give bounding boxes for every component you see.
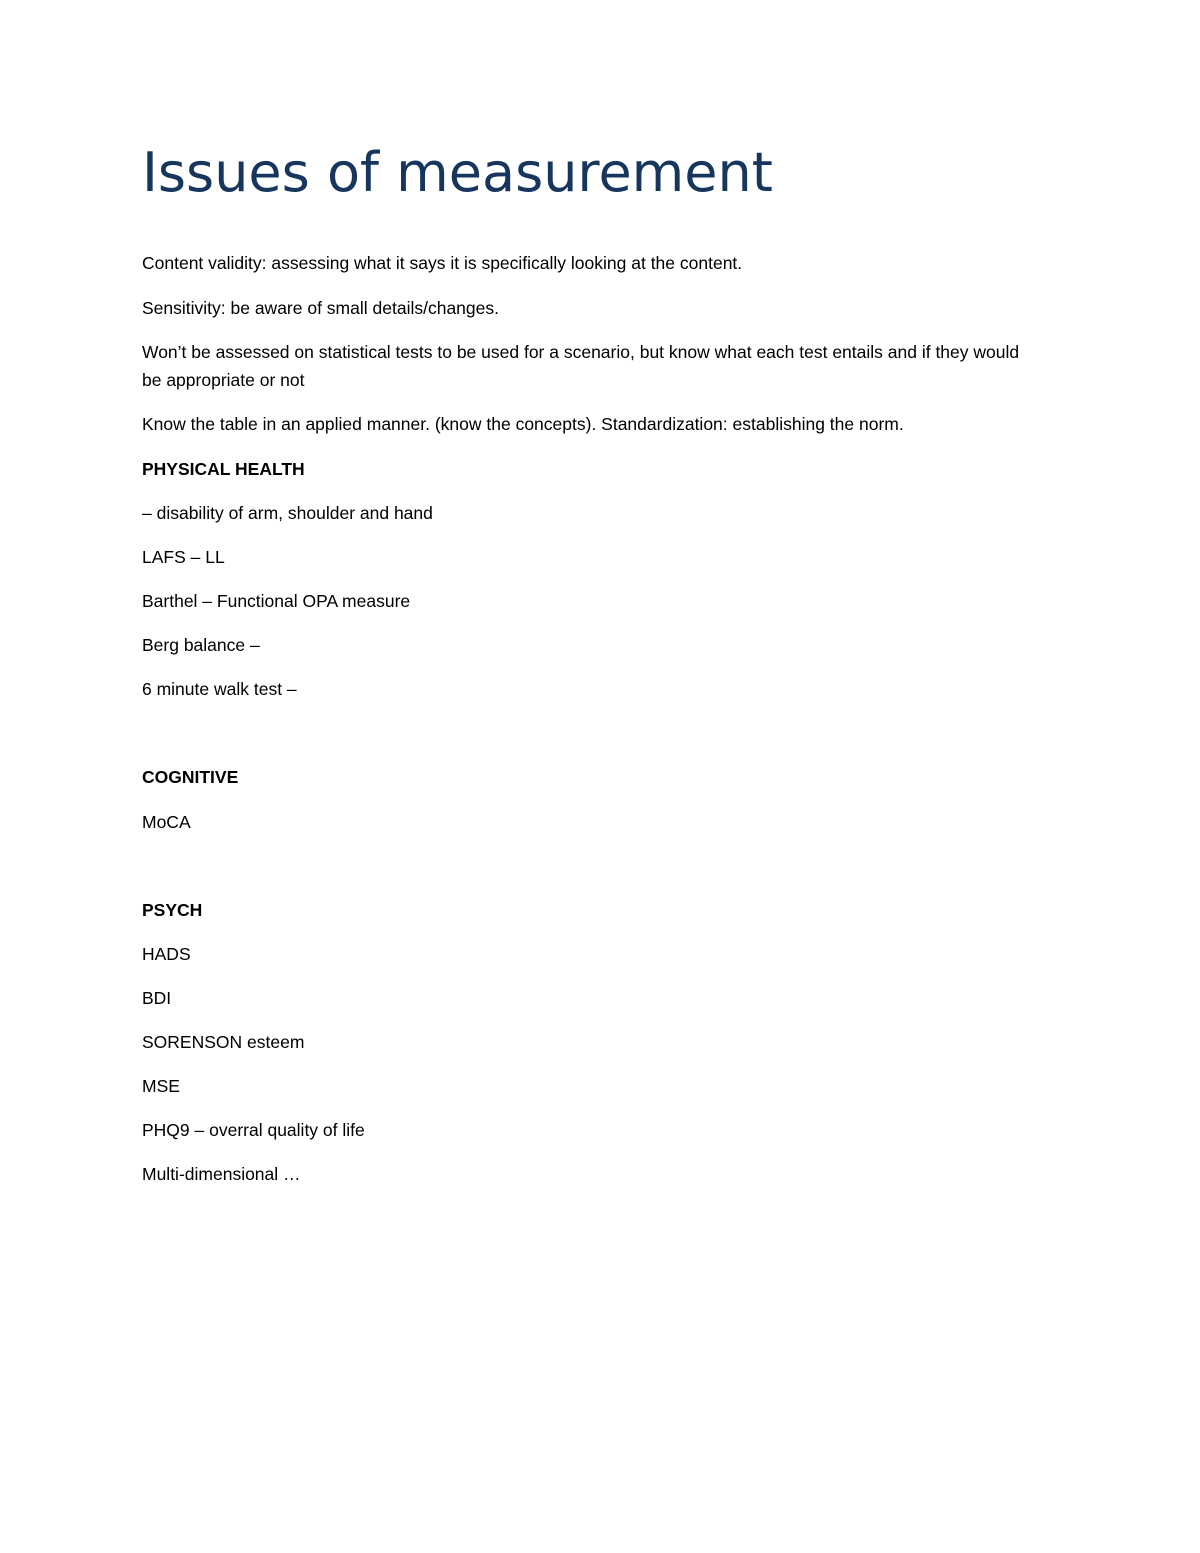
list-item: Berg balance – (142, 635, 260, 655)
list-item: – disability of arm, shoulder and hand (142, 503, 433, 523)
section-heading-psych: PSYCH (142, 900, 203, 920)
list-item: SORENSON esteem (142, 1032, 305, 1052)
list-item: PHQ9 – overral quality of life (142, 1120, 365, 1140)
paragraph-content-validity: Content validity: assessing what it says it is specifically looking at the content. (142, 253, 743, 273)
page-title: Issues of measurement (142, 141, 773, 204)
list-item: MSE (142, 1076, 180, 1096)
section-heading-cognitive: COGNITIVE (142, 767, 239, 787)
paragraph-sensitivity: Sensitivity: be aware of small details/changes. (142, 298, 499, 318)
paragraph-statistical-tests: Won’t be assessed on statistical tests to be used for a scenario, but know what each test entails and if they would be appropriate or not (142, 342, 1020, 390)
section-heading-physical-health: PHYSICAL HEALTH (142, 459, 305, 479)
list-item: HADS (142, 944, 191, 964)
list-item: MoCA (142, 812, 191, 832)
list-item: LAFS – LL (142, 547, 225, 567)
paragraph-know-table: Know the table in an applied manner. (know the concepts). Standardization: establishing the norm. (142, 414, 904, 434)
list-item: Barthel – Functional OPA measure (142, 591, 411, 611)
list-item: Multi-dimensional … (142, 1164, 301, 1184)
list-item: 6 minute walk test – (142, 679, 297, 699)
list-item: BDI (142, 988, 172, 1008)
